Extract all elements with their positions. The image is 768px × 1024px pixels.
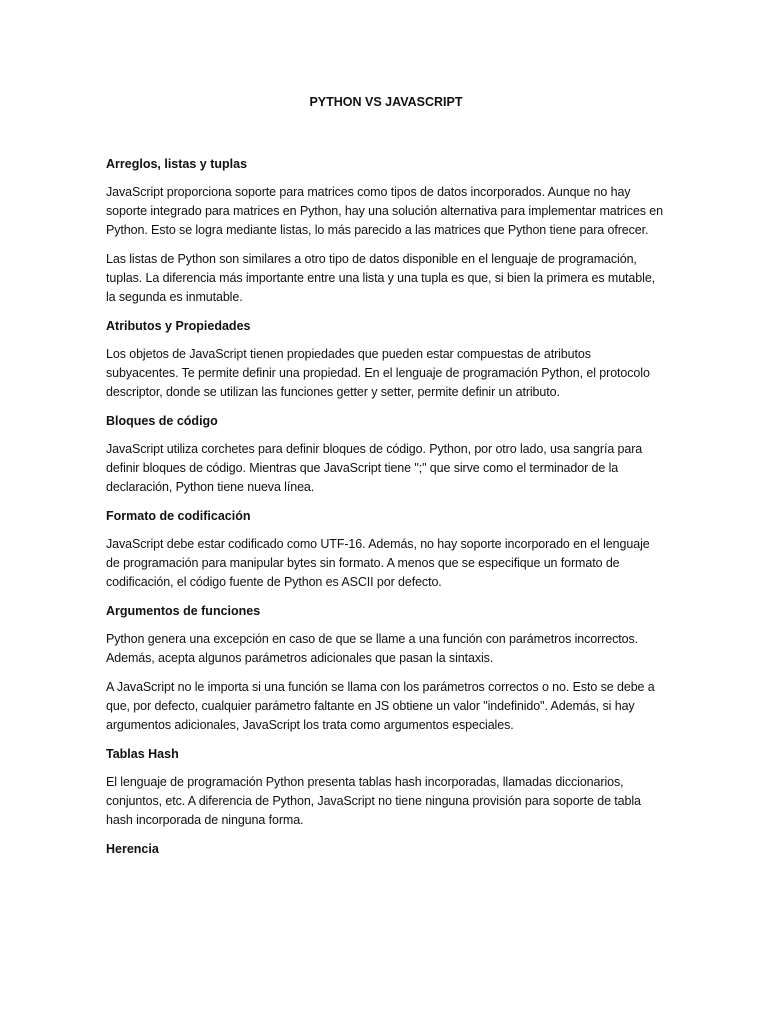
section-heading: Argumentos de funciones [106,604,261,618]
document-page [106,95,666,868]
paragraph: Los objetos de JavaScript tienen propiedades que pueden estar compuestas de atributos subyacentes. Te permite definir una propiedad. En el lenguaje de programación Python, el protocolo descriptor, donde se utilizan las funciones getter y setter, permite definir un atributo. [106,347,650,399]
paragraph: A JavaScript no le importa si una función se llama con los parámetros correctos o no. Esto se debe a que, por defecto, cualquier parámetro faltante en JS obtiene un valor "indefinido". Además, si hay argumentos adicionales, JavaScript los trata como argumentos especiales. [106,680,655,732]
section-heading: Atributos y Propiedades [106,319,251,333]
section-atributos [106,317,666,402]
section-heading: Tablas Hash [106,747,179,761]
document-title: PYTHON VS JAVASCRIPT [309,95,463,109]
section-heading: Herencia [106,842,159,856]
section-heading: Formato de codificación [106,509,251,523]
section-tablas-hash [106,745,666,830]
section-arreglos [106,155,666,307]
paragraph: JavaScript proporciona soporte para matrices como tipos de datos incorporados. Aunque no hay soporte integrado para matrices en Python, hay una solución alternativa para implementar matrices en Python. Esto se logra mediante listas, lo más parecido a las matrices que Python tiene para ofrecer. [106,185,663,237]
paragraph: Las listas de Python son similares a otro tipo de datos disponible en el lenguaje de programación, tuplas. La diferencia más importante entre una lista y una tupla es que, si bien la primera es mutable, la segunda es inmutable. [106,252,656,304]
section-herencia [106,840,666,859]
section-formato [106,507,666,592]
section-bloques [106,412,666,497]
paragraph: Python genera una excepción en caso de que se llame a una función con parámetros incorrectos. Además, acepta algunos parámetros adicionales que pasan la sintaxis. [106,632,639,665]
section-heading: Arreglos, listas y tuplas [106,157,248,171]
paragraph: JavaScript debe estar codificado como UTF-16. Además, no hay soporte incorporado en el lenguaje de programación para manipular bytes sin formato. A menos que se especifique un formato de codificación, el código fuente de Python es ASCII por defecto. [106,537,650,589]
paragraph: El lenguaje de programación Python presenta tablas hash incorporadas, llamadas diccionarios, conjuntos, etc. A diferencia de Python, JavaScript no tiene ninguna provisión para soporte de tabla hash incorporada de ninguna forma. [106,775,641,827]
section-heading: Bloques de código [106,414,218,428]
paragraph: JavaScript utiliza corchetes para definir bloques de código. Python, por otro lado, usa sangría para definir bloques de código. Mientras que JavaScript tiene ";" que sirve como el terminador de la declaración, Python tiene nueva línea. [106,442,643,494]
section-argumentos [106,602,666,735]
